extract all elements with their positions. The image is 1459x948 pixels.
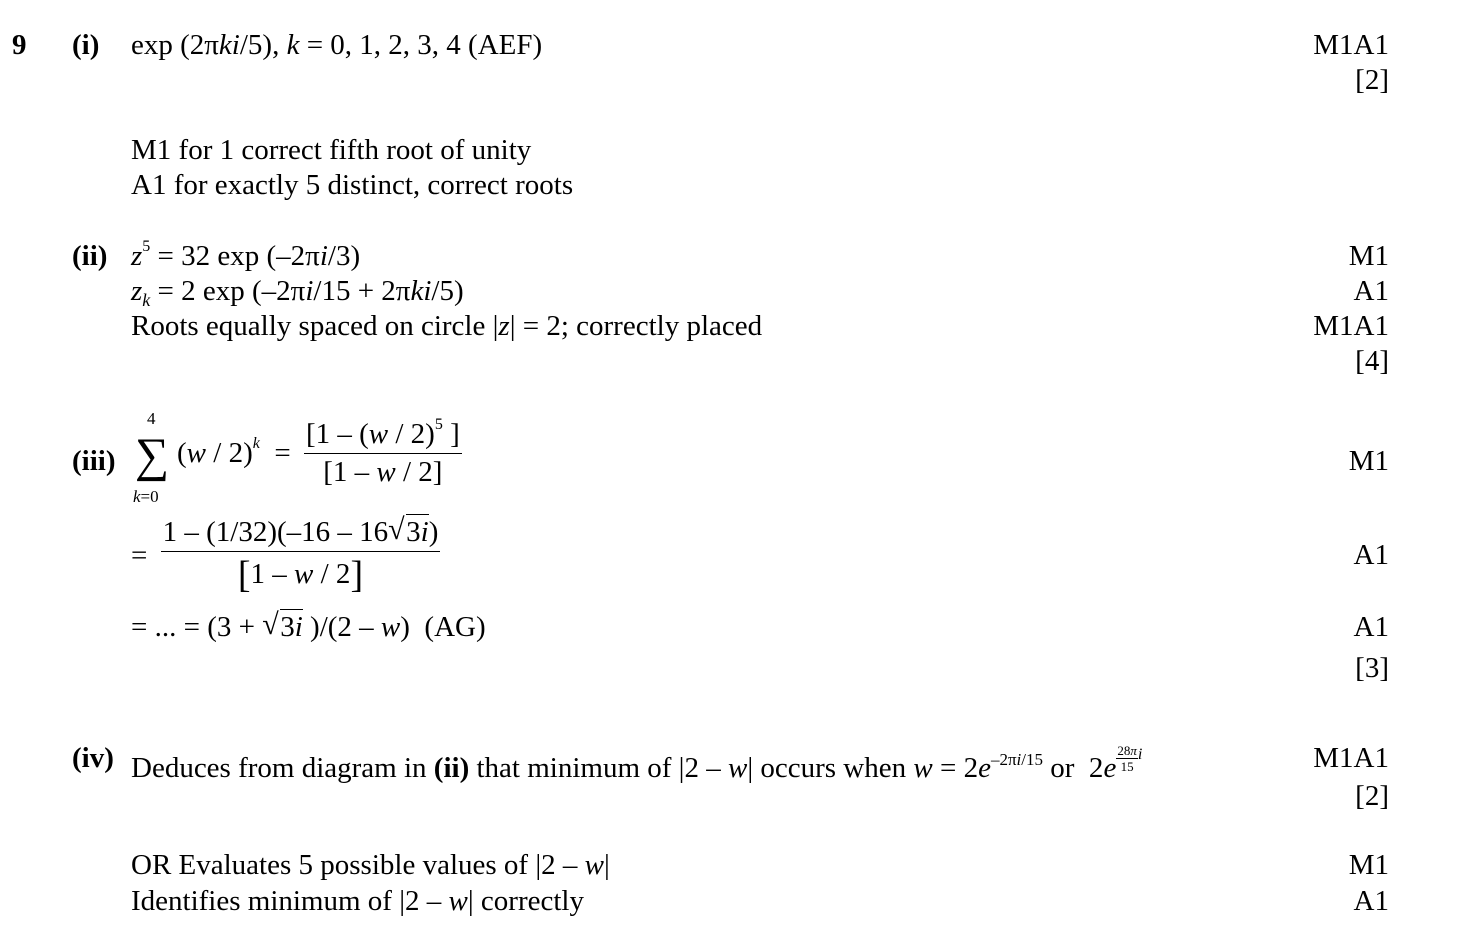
part-i-note-2: A1 for exactly 5 distinct, correct roots xyxy=(131,169,574,201)
summation-symbol: 4 ∑ k=0 xyxy=(133,408,170,506)
part-iv-alt-2: Identifies minimum of |2 – w| correctly xyxy=(131,885,584,917)
part-i-answer: exp (2πki/5), k = 0, 1, 2, 3, 4 (AEF) xyxy=(131,29,543,61)
part-iii-total: [3] xyxy=(1355,652,1389,684)
part-iv-alt-mark-1: M1 xyxy=(1348,849,1389,881)
part-iii-label: (iii) xyxy=(72,445,116,477)
part-ii-mark-2: A1 xyxy=(1353,275,1389,307)
part-i-mark: M1A1 xyxy=(1313,29,1389,61)
part-ii-line-3: Roots equally spaced on circle |z| = 2; correctly placed xyxy=(131,310,763,342)
part-ii-line-1: $z^5 = 32$ exp (–2πi/3) xyxy=(131,238,361,272)
question-number: 9 xyxy=(12,29,27,61)
part-iv-alt-1: OR Evaluates 5 possible values of |2 – w| xyxy=(131,849,610,881)
part-iv-main: Deduces from diagram in (ii) that minimum of |2 – w| occurs when $w = 2e^{-2\pi i/15}$ or 2e $\frac{28\pi}{15}$ $^i$ xyxy=(131,743,1143,784)
part-iii-step-2: = $\frac{1 - (1/32)(-16 - 16√ 3i)}{[1 - w / 2]}$ xyxy=(131,518,440,594)
part-iii-mark-1: M1 xyxy=(1348,445,1389,477)
part-iv-mark: M1A1 xyxy=(1313,742,1389,774)
part-ii-total: [4] xyxy=(1355,345,1389,377)
part-iv-total: [2] xyxy=(1355,780,1389,812)
part-i-label: (i) xyxy=(72,29,100,61)
part-ii-mark-1: M1 xyxy=(1348,240,1389,272)
part-i-note-1: M1 for 1 correct fifth root of unity xyxy=(131,134,532,166)
part-iii-step-1: 4 ∑ k=0 (w / 2)$^k$ = $\frac{[1 - (w / 2)^5 ]}{[1 - w / 2]}$ xyxy=(133,408,460,506)
part-ii-label: (ii) xyxy=(72,240,108,272)
part-iii-mark-3: A1 xyxy=(1353,611,1389,643)
part-iv-label: (iv) xyxy=(72,742,114,774)
part-iv-alt-mark-2: A1 xyxy=(1353,885,1389,917)
part-ii-line-2: $z_k = 2$ exp (–2πi/15 + 2πki/5) xyxy=(131,275,464,310)
part-iii-mark-2: A1 xyxy=(1353,539,1389,571)
part-iii-step-3: = ... = (3 + √ 3i )/(2 – w) (AG) xyxy=(131,613,486,642)
part-i-total: [2] xyxy=(1355,64,1389,96)
part-ii-mark-3: M1A1 xyxy=(1313,310,1389,342)
